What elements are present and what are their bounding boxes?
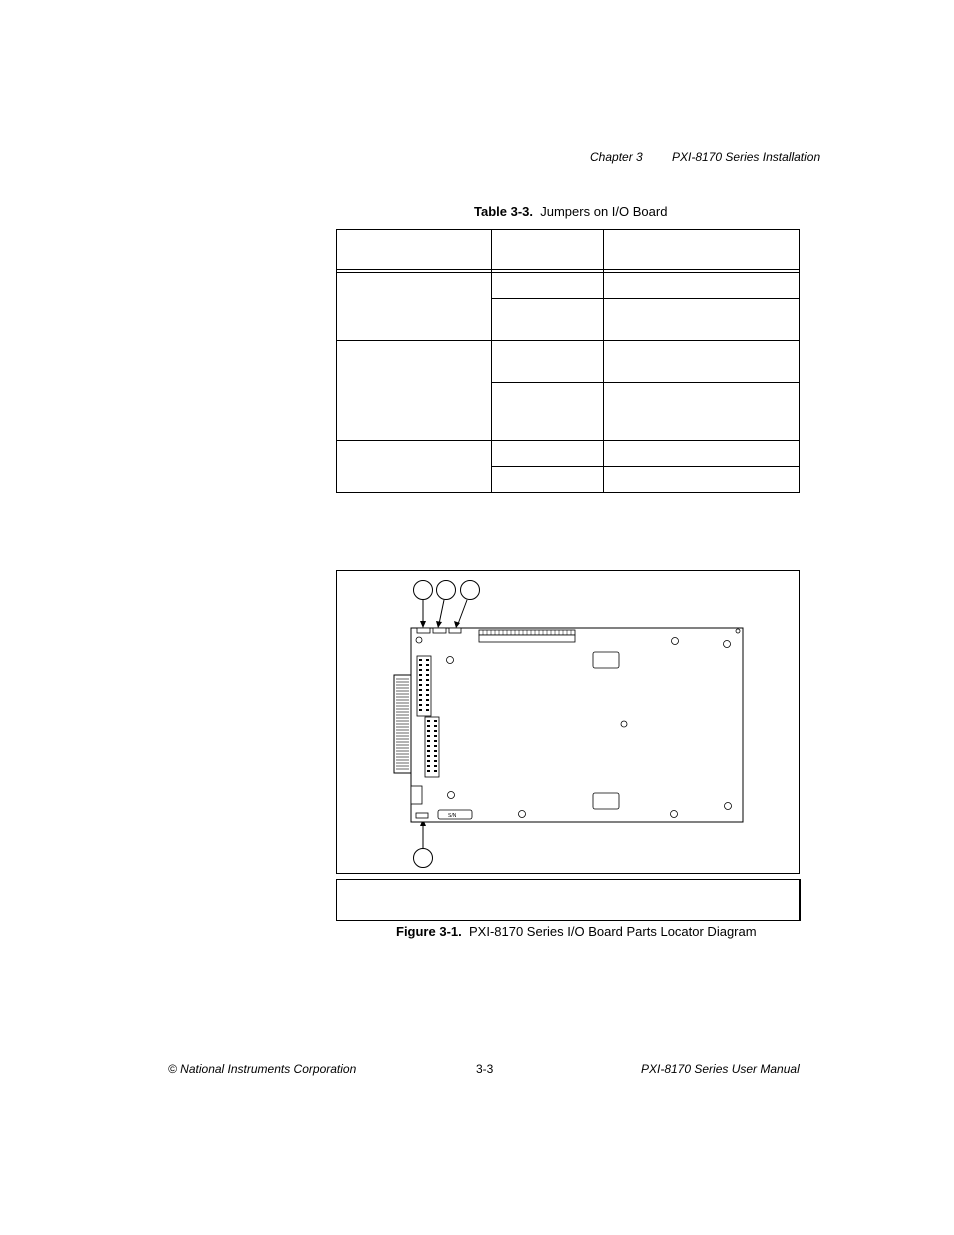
figure-frame	[336, 570, 800, 874]
page-header	[590, 150, 820, 164]
callout-circle	[437, 581, 456, 600]
mounting-hole	[416, 637, 422, 643]
callout-arrow	[439, 600, 444, 624]
table-caption-label: Table 3-3.	[474, 204, 534, 219]
serial-label-text: S/N	[448, 813, 457, 819]
chip	[593, 652, 619, 668]
callout-arrowhead	[436, 621, 442, 628]
jumpers-table	[336, 229, 800, 493]
table-subrow-rule	[491, 466, 799, 467]
callout-arrowhead	[420, 621, 426, 628]
jumper-header	[417, 628, 430, 633]
mounting-hole	[725, 803, 732, 810]
footer-page-number: 3-3	[476, 1062, 494, 1076]
table-caption-title: Jumpers on I/O Board	[540, 204, 668, 219]
mounting-hole	[736, 629, 740, 633]
footer-manual-title: PXI-8170 Series User Manual	[641, 1062, 800, 1076]
mounting-hole	[448, 792, 455, 799]
jumper-header	[449, 628, 461, 633]
figure-caption	[396, 924, 757, 939]
table-row-rule	[337, 340, 799, 341]
pin-header-top	[479, 635, 575, 642]
table-subrow-rule	[491, 298, 799, 299]
io-board-diagram	[337, 571, 799, 873]
table-row-rule	[337, 440, 799, 441]
board-outline	[411, 628, 743, 822]
callout-circle	[414, 581, 433, 600]
chip	[593, 793, 619, 809]
mounting-hole	[672, 638, 679, 645]
figure-legend-box	[336, 879, 801, 921]
header-chapter: Chapter 3	[590, 150, 643, 164]
callout-circle	[461, 581, 480, 600]
jumper-header	[433, 628, 446, 633]
small-header	[411, 786, 422, 804]
table-header-rule	[337, 272, 799, 273]
mounting-hole	[621, 721, 627, 727]
figure-caption-title: PXI-8170 Series I/O Board Parts Locator Diagram	[468, 924, 757, 939]
mounting-hole	[519, 811, 526, 818]
mounting-hole	[724, 641, 731, 648]
mounting-hole	[671, 811, 678, 818]
footer-copyright: © National Instruments Corporation	[168, 1062, 357, 1076]
table-caption	[474, 204, 667, 219]
jumper-header	[416, 813, 428, 818]
table-subrow-rule	[491, 382, 799, 383]
mounting-hole	[447, 657, 454, 664]
callout-circle	[414, 849, 433, 868]
figure-caption-label: Figure 3-1.	[396, 924, 462, 939]
table-header-rule	[337, 269, 799, 270]
header-section: PXI-8170 Series Installation	[672, 150, 821, 164]
callout-arrow	[458, 600, 467, 624]
